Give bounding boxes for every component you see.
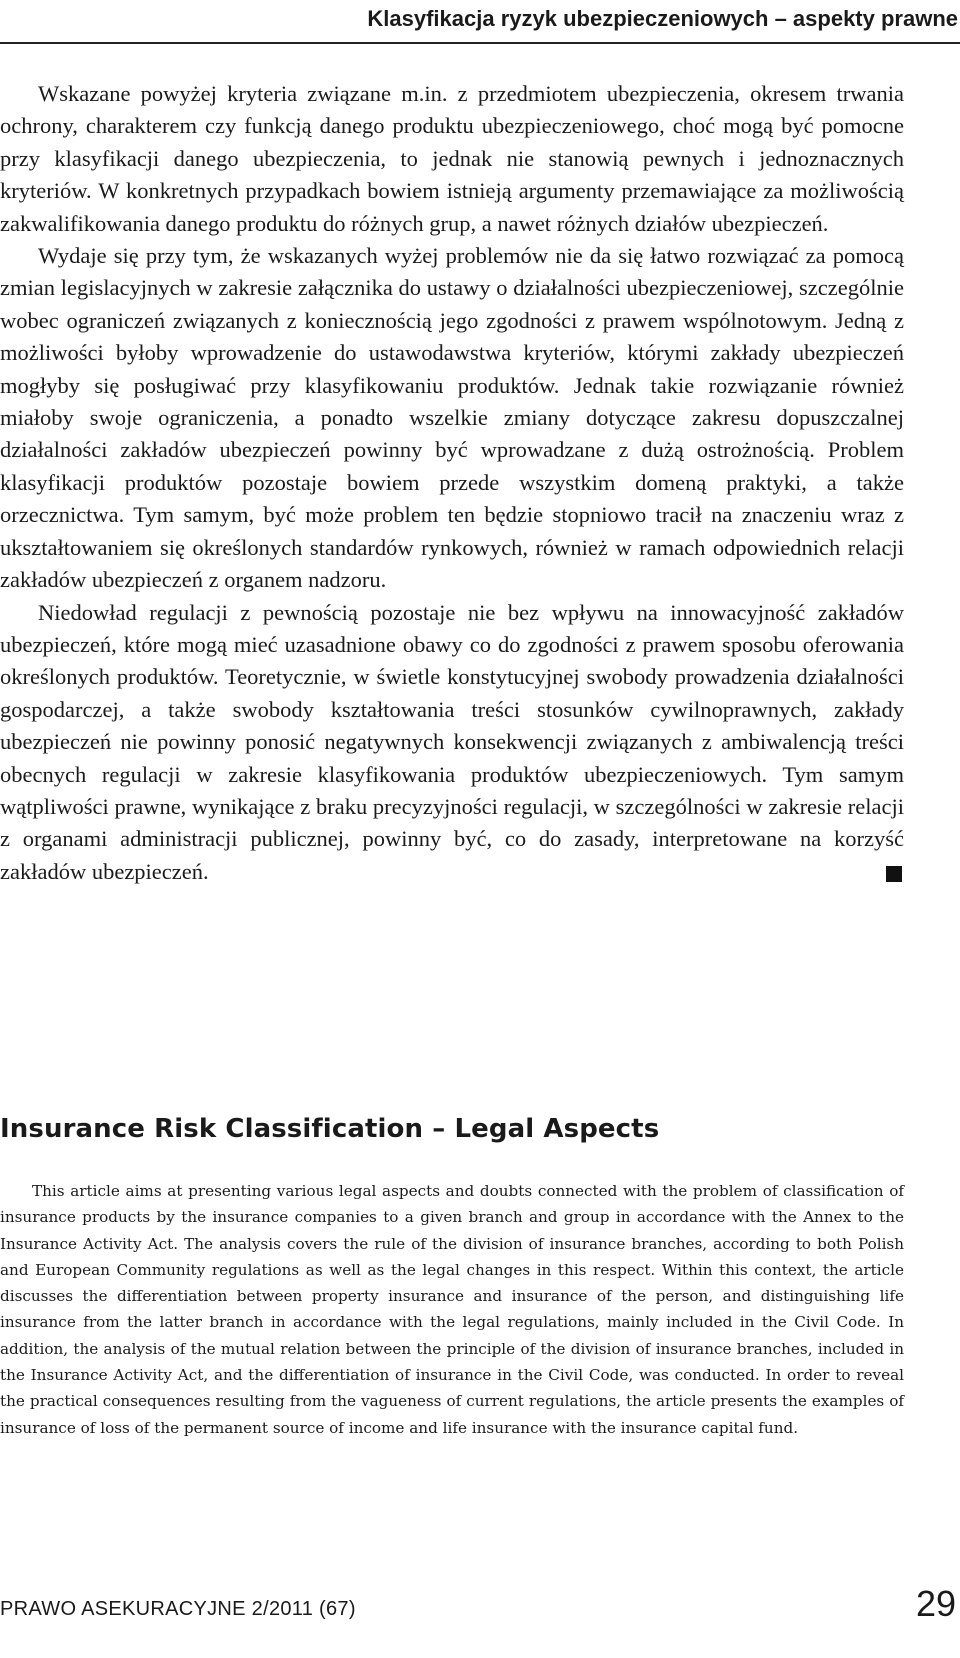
body-paragraph-1: Wskazane powyżej kryteria związane m.in. z przedmiotem ubezpieczenia, okresem trwania ochrony, charakterem czy funkcją danego produktu ubezpieczeniowego, choć mogą być pomocne przy klasyfikacji danego ubezpieczenia, to jednak nie stanowią pewnych i jednoznacznych kryteriów. W konkretnych przypadkach bowiem istnieją argumenty przemawiające za możliwością zakwalifikowania danego produktu do różnych grup, a nawet różnych działów ubezpieczeń.: [0, 81, 904, 236]
page-number: 29: [915, 1583, 956, 1624]
abstract-title: Insurance Risk Classification – Legal Aspects: [0, 1114, 660, 1144]
footer-journal-name: PRAWO ASEKURACYJNE 2/2011 (67): [0, 1598, 356, 1620]
article-body: [0, 78, 904, 888]
abstract-body: [0, 1178, 904, 1441]
abstract-paragraph: This article aims at presenting various legal aspects and doubts connected with the problem of classification of insurance products by the insurance companies to a given branch and group in accordance with the Annex to the Insurance Activity Act. The analysis covers the rule of the division of insurance branches, according to both Polish and European Community regulations as well as the legal changes in this respect. Within this context, the article discusses the differentiation between property insurance and insurance of the person, and distinguishing life insurance from the latter branch in accordance with the legal regulations, mainly included in the Civil Code. In addition, the analysis of the mutual relation between the principle of the division of insurance branches, included in the Insurance Activity Act, and the differentiation of insurance in the Civil Code, was conducted. In order to reveal the practical consequences resulting from the vagueness of current regulations, the article presents the examples of insurance of loss of the permanent source of income and life insurance with the insurance capital fund.: [0, 1182, 904, 1437]
running-header-title: Klasyfikacja ryzyk ubezpieczeniowych – aspekty prawne: [367, 6, 958, 31]
page-footer: [0, 1584, 960, 1644]
end-of-article-mark: [886, 866, 902, 882]
body-paragraph-3: [0, 597, 904, 889]
body-paragraph-2: Wydaje się przy tym, że wskazanych wyżej problemów nie da się łatwo rozwiązać za pomocą zmian legislacyjnych w zakresie załącznika do ustawy o działalności ubezpieczeniowej, szczególnie wobec ograniczeń związanych z koniecznością jego zgodności z prawem wspólnotowym. Jedną z możliwości byłoby wprowadzenie do ustawodawstwa kryteriów, którymi zakłady ubezpieczeń mogłyby się posługiwać przy klasyfikowaniu produktów. Jednak takie rozwiązanie również miałoby swoje ograniczenia, a ponadto wszelkie zmiany dotyczące zakresu dopuszczalnej działalności zakładów ubezpieczeń powinny być wprowadzane z dużą ostrożnością. Problem klasyfikacji produktów pozostaje bowiem przede wszystkim domeną praktyki, a także orzecznictwa. Tym samym, być może problem ten będzie stopniowo tracił na znaczeniu wraz z ukształtowaniem się określonych standardów rynkowych, również w ramach odpowiednich relacji zakładów ubezpieczeń z organem nadzoru.: [0, 243, 904, 593]
body-paragraph-3-text: Niedowład regulacji z pewnością pozostaje nie bez wpływu na innowacyjność zakładów ubezpieczeń, które mogą mieć uzasadnione obawy co do zgodności z prawem sposobu oferowania określonych produktów. Teoretycznie, w świetle konstytucyjnej swobody prowadzenia działalności gospodarczej, a także swobody kształtowania treści stosunków cywilnoprawnych, zakłady ubezpieczeń nie powinny ponosić negatywnych konsekwencji związanych z ambiwalencją treści obecnych regulacji w zakresie klasyfikowania produktów ubezpieczeniowych. Tym samym wątpliwości prawne, wynikające z braku precyzyjności regulacji, w szczególności w zakresie relacji z organami administracji publicznej, powinny być, co do zasady, interpretowane na korzyść zakładów ubezpieczeń.: [0, 599, 904, 884]
running-header: [0, 0, 960, 44]
